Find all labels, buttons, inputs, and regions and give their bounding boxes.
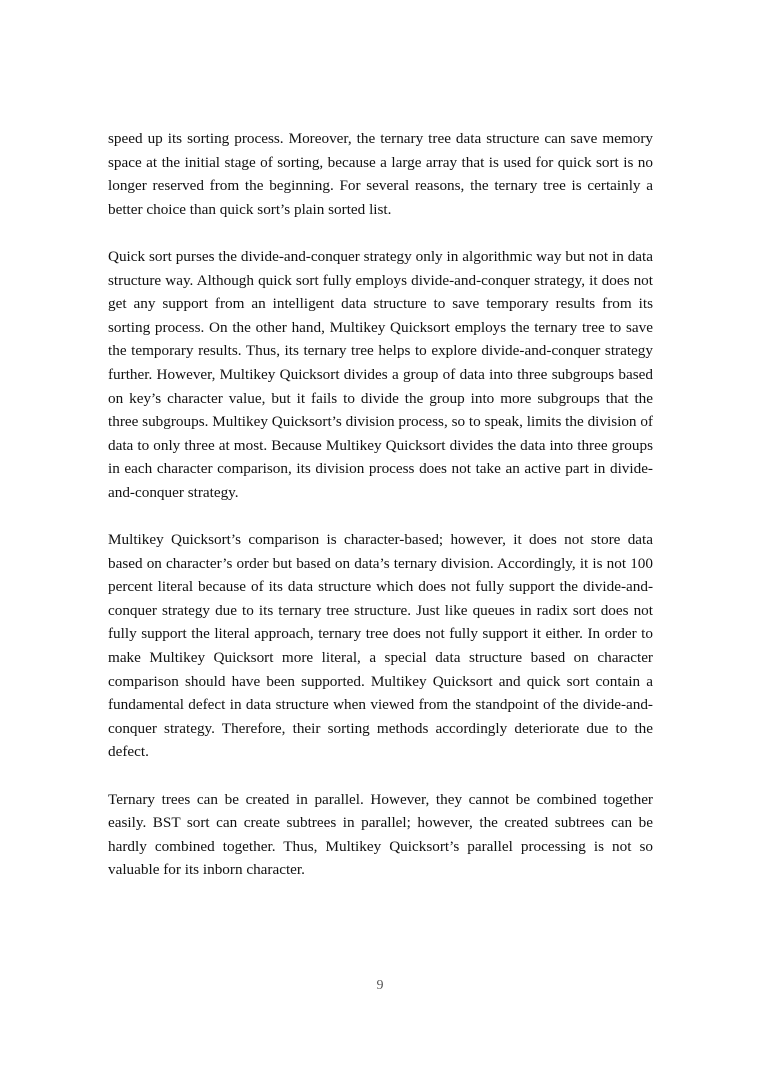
paragraph-ternary-tree-benefits: speed up its sorting process. Moreover, the ternary tree data structure can save memory space at the initial stage of sorting, because a large array that is used for quick sort is no longer reserved from the beginning. For several reasons, the ternary tree is certainly a better choice than quick sort’s plain sorted list.: [108, 130, 653, 218]
paragraph-multikey-comparison: Multikey Quicksort’s comparison is character-based; however, it does not store data based on character’s order but based on data’s ternary division. Accordingly, it is not 100 percent literal because of its data structure which does not fully support the divide-and-conquer strategy due to its ternary tree structure. Just like queues in radix sort does not fully support the literal approach, ternary tree does not fully support it either. In order to make Multikey Quicksort more literal, a special data structure based on character comparison should have been supported. Multikey Quicksort and quick sort contain a fundamental defect in data structure when viewed from the standpoint of the divide-and-conquer strategy. Therefore, their sorting methods accordingly deteriorate due to the defect.: [108, 531, 653, 761]
body-text: [108, 127, 653, 906]
paragraph-parallel-processing: Ternary trees can be created in parallel. However, they cannot be combined together easily. BST sort can create subtrees in parallel; however, the created subtrees can be hardly combined together. Thus, Multikey Quicksort’s parallel processing is not so valuable for its inborn character.: [108, 790, 653, 879]
paragraph-quick-sort-strategy: Quick sort purses the divide-and-conquer strategy only in algorithmic way but not in data structure way. Although quick sort fully employs divide-and-conquer strategy, it does not get any support from an intelligent data structure to save temporary results from its sorting process. On the other hand, Multikey Quicksort employs the ternary tree to save the temporary results. Thus, its ternary tree helps to explore divide-and-conquer strategy further. However, Multikey Quicksort divides a group of data into three subgroups based on key’s character value, but it fails to divide the group into more subgroups that the three subgroups. Multikey Quicksort’s division process, so to speak, limits the division of data to only three at most. Because Multikey Quicksort divides the data into three groups in each character comparison, its division process does not take an active part in divide-and-conquer strategy.: [108, 247, 653, 501]
page-number: 9: [376, 978, 384, 993]
